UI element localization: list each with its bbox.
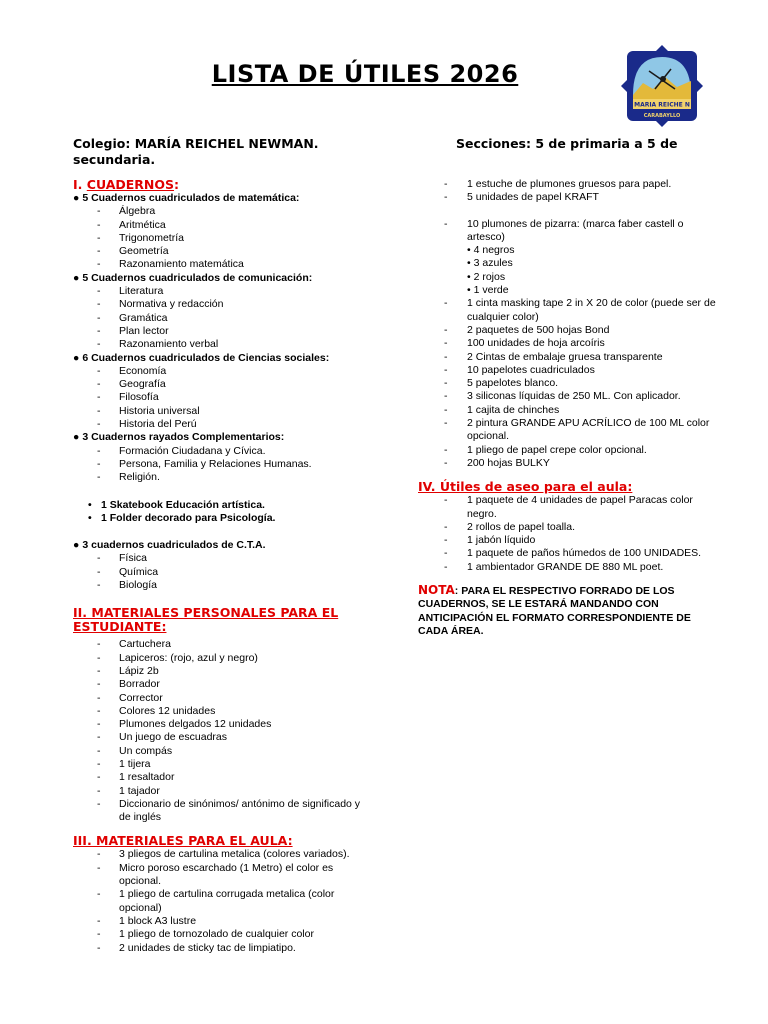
list-item: - Un juego de escuadras	[73, 731, 373, 744]
list-item: - 5 unidades de papel KRAFT	[418, 191, 723, 204]
section-personales-title: II. MATERIALES PERSONALES PARA EL ESTUDIANTE:	[73, 605, 339, 635]
list-item: - Corrector	[73, 692, 373, 705]
list-item: - Un compás	[73, 745, 373, 758]
list-item: - 1 estuche de plumones gruesos para papel.	[418, 178, 723, 191]
list-item: - Biología	[73, 579, 373, 592]
list-aula-more	[418, 297, 723, 470]
list-item: - 1 pliego de tornozolado de cualquier color	[73, 928, 373, 941]
list-item: - 2 paquetes de 500 hojas Bond	[418, 324, 723, 337]
list-personales	[73, 638, 373, 824]
school-logo	[619, 43, 705, 129]
right-column	[418, 178, 723, 638]
list-complementarios	[73, 445, 373, 485]
list-aseo	[418, 494, 723, 574]
list-item: - 2 unidades de sticky tac de limpiatipo.	[73, 942, 373, 955]
list-item: - Aritmética	[73, 219, 373, 232]
list-item: - Química	[73, 566, 373, 579]
logo-text-top: MARIA REICHE N	[634, 101, 690, 109]
section-aula-title: III. MATERIALES PARA EL AULA:	[73, 833, 293, 849]
list-item: - Cartuchera	[73, 638, 373, 651]
pizarra-color-azul: • 3 azules	[467, 257, 513, 270]
list-item: - 2 Cintas de embalaje gruesa transparente	[418, 351, 723, 364]
list-item: - 3 pliegos de cartulina metalica (colores variados).	[73, 848, 373, 861]
list-item: - 2 rollos de papel toalla.	[418, 521, 723, 534]
list-pizarra	[418, 218, 723, 245]
list-item: - Filosofía	[73, 391, 373, 404]
list-item: - Álgebra	[73, 205, 373, 218]
list-item: - Persona, Familia y Relaciones Humanas.	[73, 458, 373, 471]
list-item: - Economía	[73, 365, 373, 378]
list-item: - Razonamiento verbal	[73, 338, 373, 351]
list-item: - 3 siliconas líquidas de 250 ML. Con aplicador.	[418, 390, 723, 403]
page-title: LISTA DE ÚTILES 2026	[211, 60, 519, 88]
school-name-cont: secundaria.	[73, 152, 156, 167]
school-name: Colegio: MARÍA REICHEL NEWMAN.	[73, 136, 319, 151]
note-text: PARA EL RESPECTIVO FORRADO DE LOS CUADERNOS, SE LE ESTARÁ MANDANDO CON ANTICIPACIÓN EL FORMATO CORRESPONDIENTE DE CADA ÁREA.	[418, 585, 691, 637]
group-comunicacion: ● 5 Cuadernos cuadriculados de comunicación:	[73, 271, 313, 284]
list-item: - 2 pintura GRANDE APU ACRÍLICO de 100 ML color opcional.	[418, 417, 723, 444]
list-item: - Lapiceros: (rojo, azul y negro)	[73, 652, 373, 665]
list-item: - 1 cinta masking tape 2 in X 20 de color (puede ser de cualquier color)	[418, 297, 723, 324]
list-aula-continued	[418, 178, 723, 205]
list-item: - Micro poroso escarchado (1 Metro) el color es opcional.	[73, 862, 373, 889]
list-item: - 1 tajador	[73, 785, 373, 798]
list-item: - 10 papelotes cuadriculados	[418, 364, 723, 377]
list-item: - Plumones delgados 12 unidades	[73, 718, 373, 731]
pizarra-color-negro: • 4 negros	[467, 244, 515, 257]
list-item: - Razonamiento matemática	[73, 258, 373, 271]
note-block: NOTA: PARA EL RESPECTIVO FORRADO DE LOS CUADERNOS, SE LE ESTARÁ MANDANDO CON ANTICIPACIÓN EL FORMATO CORRESPONDIENTE DE CADA ÁREA.	[418, 583, 691, 637]
list-item: - 100 unidades de hoja arcoíris	[418, 337, 723, 350]
list-item: - Plan lector	[73, 325, 373, 338]
group-complementarios: ● 3 Cuadernos rayados Complementarios:	[73, 431, 285, 444]
pizarra-color-verde: • 1 verde	[467, 284, 509, 297]
list-item: - Historia del Perú	[73, 418, 373, 431]
list-item: - Borrador	[73, 678, 373, 691]
note-label: NOTA	[418, 583, 455, 598]
list-item: - Física	[73, 552, 373, 565]
list-item: - Religión.	[73, 471, 373, 484]
school-header	[73, 136, 373, 168]
list-item: - 1 tijera	[73, 758, 373, 771]
list-item: - Gramática	[73, 312, 373, 325]
list-aula	[73, 848, 373, 954]
extra-skatebook: • 1 Skatebook Educación artística.	[73, 499, 373, 512]
list-item: - 1 ambientador GRANDE DE 880 ML poet.	[418, 561, 723, 574]
list-item: - 1 paquete de paños húmedos de 100 UNIDADES.	[418, 547, 723, 560]
list-comunicacion	[73, 285, 373, 351]
list-item: - Historia universal	[73, 405, 373, 418]
list-cta	[73, 552, 373, 592]
list-item: - 1 resaltador	[73, 771, 373, 784]
list-item: - 200 hojas BULKY	[418, 457, 723, 470]
group-sociales: ● 6 Cuadernos cuadriculados de Ciencias sociales:	[73, 351, 330, 364]
list-item: - 1 pliego de cartulina corrugada metalica (color opcional)	[73, 888, 373, 915]
list-item: - Normativa y redacción	[73, 298, 373, 311]
extra-folder: • 1 Folder decorado para Psicología.	[73, 512, 373, 525]
list-sociales	[73, 365, 373, 431]
pizarra-color-rojo: • 2 rojos	[467, 270, 506, 283]
list-item: - 10 plumones de pizarra: (marca faber castell o artesco)	[418, 218, 723, 245]
sections-header: Secciones: 5 de primaria a 5 de	[456, 136, 678, 151]
list-item: - Trigonometría	[73, 232, 373, 245]
list-item: - 1 pliego de papel crepe color opcional.	[418, 444, 723, 457]
section-aseo-title: IV. Útiles de aseo para el aula:	[418, 479, 633, 495]
list-item: - 1 paquete de 4 unidades de papel Paracas color negro.	[418, 494, 723, 521]
list-item: - Diccionario de sinónimos/ antónimo de significado y de inglés	[73, 798, 373, 825]
list-item: - Geografía	[73, 378, 373, 391]
list-item: - 1 block A3 lustre	[73, 915, 373, 928]
group-matematica: ● 5 Cuadernos cuadriculados de matemática:	[73, 192, 300, 204]
list-item: - 5 papelotes blanco.	[418, 377, 723, 390]
left-column	[73, 178, 373, 955]
list-item: - Colores 12 unidades	[73, 705, 373, 718]
group-cta: ● 3 cuadernos cuadriculados de C.T.A.	[73, 539, 266, 552]
list-item: - Lápiz 2b	[73, 665, 373, 678]
list-matematica	[73, 205, 373, 271]
list-item: - Geometría	[73, 245, 373, 258]
list-item: - 1 cajita de chinches	[418, 404, 723, 417]
section-cuadernos-title: I. CUADERNOS:	[73, 177, 180, 192]
list-item: - 1 jabón líquido	[418, 534, 723, 547]
logo-text-bottom: CARABAYLLO	[643, 113, 681, 119]
list-item: - Formación Ciudadana y Cívica.	[73, 445, 373, 458]
list-item: - Literatura	[73, 285, 373, 298]
